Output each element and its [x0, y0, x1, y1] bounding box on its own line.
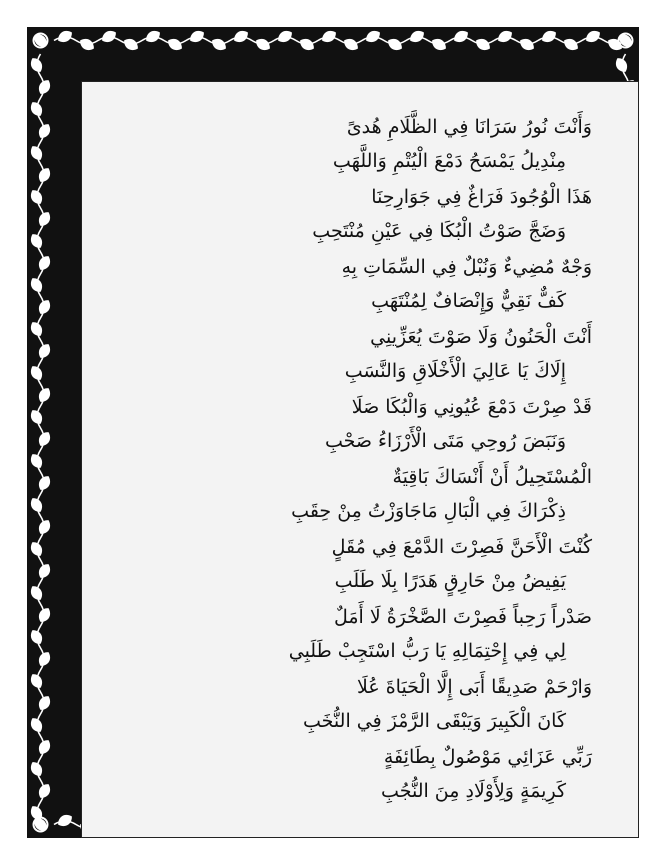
verse-4-second-hemistich: إِلَاكَ يَا عَالِيَ الْأَخْلَاقِ وَالنَّسَبِ	[344, 360, 566, 382]
verse-5-first-hemistich: قَدْ صِرْتَ دَمْعَ عُيُونِي وَالْبُكَا صَلَا	[351, 396, 592, 418]
verse-9-second-hemistich: كَانَ الْكَبِيرَ وَيَبْقَى الرَّمْزَ فِي النُّخَبِ	[303, 710, 566, 732]
verse-10-second-hemistich: كَرِيمَةٍ وَلِأَوْلَادِ مِنَ النُّجُبِ	[381, 780, 566, 802]
ornamental-border	[27, 27, 639, 838]
verse-3-first-hemistich: وَجْهٌ مُضِيءٌ وَنُبْلٌ فِي السِّمَاتِ بِهِ	[341, 256, 592, 278]
verse-1-first-hemistich: وَأَنْتَ نُورُ سَرَانَا فِي الظَّلَامِ هُدىً	[346, 116, 592, 138]
verse-7-second-hemistich: يَفِيضُ مِنْ حَارِقٍ هَدَرًا بِلَا طَلَبِ	[334, 570, 566, 592]
verse-8-first-hemistich: صَدْراً رَحِباً فَصِرْتَ الصَّخْرَةُ لَا أَمَلٌ	[333, 606, 592, 628]
verse-7-first-hemistich: كُنْتَ الْأَحَنَّ فَصِرْتَ الدَّمْعَ فِي مُقَلٍ	[331, 536, 592, 558]
verse-4-first-hemistich: أَنْتَ الْحَنُونُ وَلَا صَوْتَ يُعَزِّينِي	[370, 326, 592, 348]
poem-text	[82, 82, 638, 837]
verse-1-second-hemistich: مِنْدِيلُ يَمْسَحُ دَمْعَ الْيُتْمِ وَاللَّهَبِ	[332, 150, 566, 172]
verse-6-first-hemistich: الْمُسْتَحِيلُ أَنْ أَنْسَاكَ بَاقِيَةٌ	[392, 466, 592, 488]
verse-9-first-hemistich: وَارْحَمْ صَدِيقًا أَبَى إِلَّا الْحَيَاةَ عُلَا	[356, 676, 592, 698]
verse-6-second-hemistich: ذِكْرَاكَ فِي الْبَالِ مَاجَاوَزْتُ مِنْ حِقَبِ	[291, 500, 566, 522]
verse-2-first-hemistich: هَذَا الْوُجُودَ فَرَاغٌ فِي جَوَارِحِنَا	[371, 186, 592, 208]
verse-2-second-hemistich: وَضَجَّ صَوْتُ الْبُكَا فِي عَيْنِ مُنْتَحِبِ	[312, 220, 566, 242]
poem-panel	[81, 81, 639, 838]
verse-5-second-hemistich: وَنَبَضَ رُوحِي مَتَى الْأَرْزَاءُ صَحْبِ	[324, 430, 566, 452]
verse-3-second-hemistich: كَفٌّ نَقِيٌّ وَإِنْصَافٌ لِمُنْتَهَبِ	[371, 290, 566, 312]
verse-8-second-hemistich: لِي فِي إِحْتِمَالِهِ يَا رَبُّ اسْتَجِبْ طَلَبِي	[288, 640, 566, 662]
verse-10-first-hemistich: رَبِّي عَزَائِي مَوْصُولٌ بِطَائِفَةٍ	[383, 746, 592, 768]
